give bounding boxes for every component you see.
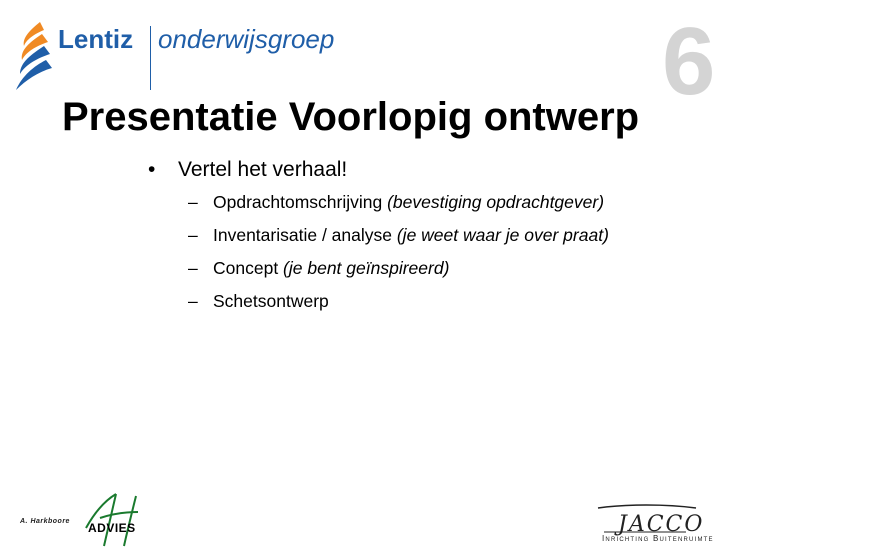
sub-bullet-note: (je bent geïnspireerd) [283,258,450,278]
sub-bullet-text: Schetsontwerp [213,291,329,311]
advies-h-icon [82,488,142,548]
slide-number: 6 [662,8,716,115]
dash-mark: – [188,192,198,212]
dash-mark: – [188,258,198,278]
bullet-main-text: Vertel het verhaal! [178,158,348,181]
bullet-main [148,156,828,184]
sub-bullet [148,289,828,313]
sub-bullet-text: Concept [213,258,284,278]
logo-divider [150,26,151,90]
sub-bullet [148,190,828,214]
dash-mark: – [188,225,198,245]
sub-bullet [148,256,828,280]
sub-bullet-text: Inventarisatie / analyse [213,225,397,245]
advies-name: A. Harkboore [20,518,70,525]
bullet-mark: • [148,158,156,181]
dash-mark: – [188,291,198,311]
jacco-name: JACCO [618,512,705,537]
sub-bullet [148,223,828,247]
jacco-subtitle: Inrichting Buitenruimte [602,534,714,543]
sub-bullet-note: (je weet waar je over praat) [396,225,609,245]
logo-subtitle: onderwijsgroep [158,24,335,54]
jacco-logo [596,502,746,548]
advies-word: ADVIES [88,521,136,535]
lentiz-logo [10,20,370,92]
lentiz-flame-icon [10,20,54,92]
logo-brand: Lentiz [58,24,134,54]
bullet-list [148,156,828,322]
sub-bullet-note: (bevestiging opdrachtgever) [387,192,605,212]
advies-logo [16,488,156,552]
sub-bullet-text: Opdrachtomschrijving [213,192,388,212]
slide-title: Presentatie Voorlopig ontwerp [62,95,640,139]
